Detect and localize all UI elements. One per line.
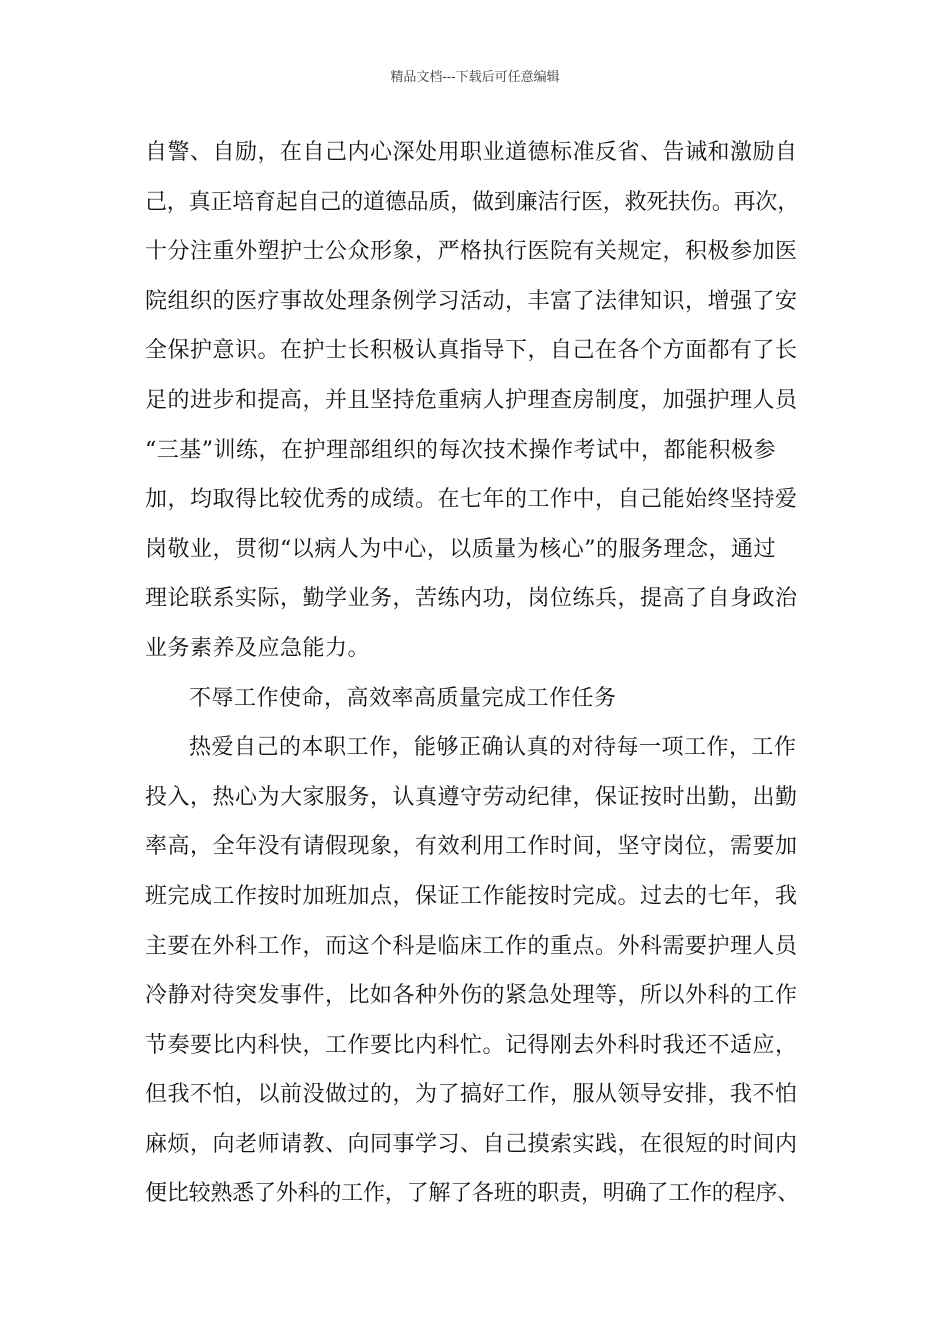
text-line: 节奏要比内科快，工作要比内科忙。记得刚去外科时我还不适应， (145, 1032, 798, 1058)
text-line: 班完成工作按时加班加点，保证工作能按时完成。过去的七年，我 (145, 883, 798, 909)
paragraph-3 (145, 723, 835, 1219)
text-line: 冷静对待突发事件，比如各种外伤的紧急处理等，所以外科的工作 (145, 983, 798, 1009)
text-line: 投入，热心为大家服务，认真遵守劳动纪律，保证按时出勤，出勤 (145, 784, 798, 810)
text-line: 率高，全年没有请假现象，有效利用工作时间，坚守岗位，需要加 (145, 834, 798, 860)
text-line: 岗敬业，贯彻“以病人为中心，以质量为核心”的服务理念，通过 (145, 536, 776, 562)
text-line: “三基”训练，在护理部组织的每次技术操作考试中，都能积极参 (145, 437, 776, 463)
paragraph-1 (145, 128, 835, 674)
text-line: 理论联系实际，勤学业务，苦练内功，岗位练兵，提高了自身政治 (145, 586, 798, 612)
text-line: 业务素养及应急能力。 (145, 635, 371, 661)
text-line: 全保护意识。在护士长积极认真指导下，自己在各个方面都有了长 (145, 338, 798, 364)
text-line: 主要在外科工作，而这个科是临床工作的重点。外科需要护理人员 (145, 933, 798, 959)
section-heading: 不辱工作使命，高效率高质量完成工作任务 (189, 685, 617, 711)
text-line: 自警、自励，在自己内心深处用职业道德标准反省、告诫和激励自 (145, 140, 798, 165)
text-line: 便比较熟悉了外科的工作，了解了各班的职责，明确了工作的程序、 (145, 1181, 800, 1207)
page-header: 精品文档---下载后可任意编辑 (390, 70, 560, 85)
text-line: 麻烦，向老师请教、向同事学习、自己摸索实践，在很短的时间内 (145, 1131, 798, 1157)
text-line: 加，均取得比较优秀的成绩。在七年的工作中，自己能始终坚持爱 (145, 487, 798, 513)
document-body (145, 128, 835, 1219)
paragraph-2 (145, 674, 835, 724)
text-line: 院组织的医疗事故处理条例学习活动，丰富了法律知识，增强了安 (145, 288, 798, 314)
text-line: 足的进步和提高，并且坚持危重病人护理查房制度，加强护理人员 (145, 387, 798, 413)
text-line: 十分注重外塑护士公众形象，严格执行医院有关规定，积极参加医 (145, 239, 798, 265)
text-line: 但我不怕，以前没做过的，为了搞好工作，服从领导安排，我不怕 (145, 1082, 798, 1108)
text-line: 热爱自己的本职工作，能够正确认真的对待每一项工作，工作 (189, 735, 797, 761)
text-line: 己，真正培育起自己的道德品质，做到廉洁行医，救死扶伤。再次， (145, 189, 800, 215)
